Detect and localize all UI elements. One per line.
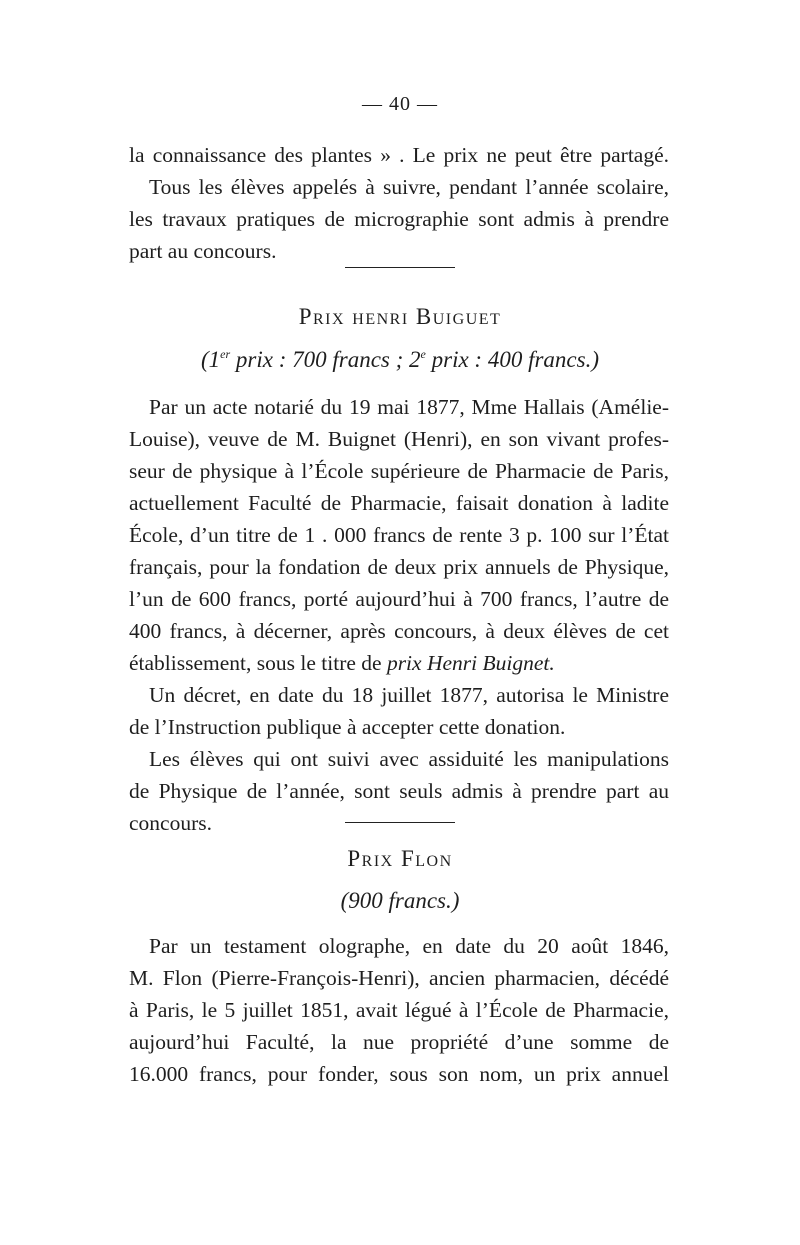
text-line: l’un de 600 francs, porté aujourd’hui à 700 francs, l’autre de bbox=[129, 587, 669, 611]
text-line: part au concours. bbox=[129, 239, 277, 263]
section-subheading-buignet bbox=[0, 347, 800, 373]
section-heading-flon: Prix Flon bbox=[347, 846, 453, 871]
section-heading-buignet: Prix henri Buiguet bbox=[298, 304, 502, 329]
buignet-paragraph bbox=[129, 391, 669, 839]
text-line bbox=[129, 647, 669, 679]
text-line: Les élèves qui ont suivi avec assiduité les manipulations bbox=[149, 747, 669, 771]
text-line: la connaissance des plantes » . Le prix ne peut être partagé. bbox=[129, 143, 669, 167]
section-divider bbox=[345, 267, 455, 268]
text-line: École, d’un titre de 1 . 000 francs de rente 3 p. 100 sur l’État bbox=[129, 523, 669, 547]
text-line: français, pour la fondation de deux prix annuels de Physique, bbox=[129, 555, 669, 579]
text-line: Louise), veuve de M. Buignet (Henri), en son vivant profes- bbox=[129, 427, 669, 451]
text-line: les travaux pratiques de micrographie sont admis à prendre bbox=[129, 207, 669, 231]
sub-part: prix : 700 francs ; 2 bbox=[230, 347, 421, 372]
text-line: M. Flon (Pierre-François-Henri), ancien pharmacien, décédé bbox=[129, 966, 669, 990]
sub-superscript: er bbox=[220, 347, 231, 361]
flon-paragraph bbox=[129, 930, 669, 1090]
text-line: concours. bbox=[129, 811, 212, 835]
text-span: établissement, sous le titre de bbox=[129, 651, 382, 675]
text-line: de l’Instruction publique à accepter cette donation. bbox=[129, 715, 566, 739]
sub-part: prix : 400 francs.) bbox=[425, 347, 599, 372]
section-subheading-flon: (900 francs.) bbox=[340, 888, 460, 913]
section-divider bbox=[345, 822, 455, 823]
text-line: 400 francs, à décerner, après concours, à deux élèves de cet bbox=[129, 619, 669, 643]
text-line: 16.000 francs, pour fonder, sous son nom, un prix annuel bbox=[129, 1062, 669, 1086]
text-line: à Paris, le 5 juillet 1851, avait légué à l’École de Pharmacie, bbox=[129, 998, 669, 1022]
sub-superscript: e bbox=[420, 347, 426, 361]
text-line: Par un testament olographe, en date du 20 août 1846, bbox=[149, 934, 669, 958]
text-line: aujourd’hui Faculté, la nue propriété d’une somme de bbox=[129, 1030, 669, 1054]
text-line: Un décret, en date du 18 juillet 1877, autorisa le Ministre bbox=[149, 683, 669, 707]
prize-title: prix Henri Buignet. bbox=[386, 651, 555, 675]
page-number: — 40 — bbox=[362, 93, 438, 115]
text-line: de Physique de l’année, sont seuls admis à prendre part au bbox=[129, 779, 669, 803]
intro-paragraph bbox=[129, 139, 669, 267]
text-line: actuellement Faculté de Pharmacie, faisait donation à ladite bbox=[129, 491, 669, 515]
sub-part: (1 bbox=[201, 347, 221, 372]
text-line: Tous les élèves appelés à suivre, pendant l’année scolaire, bbox=[149, 175, 669, 199]
text-line: seur de physique à l’École supérieure de Pharmacie de Paris, bbox=[129, 459, 669, 483]
text-line: Par un acte notarié du 19 mai 1877, Mme Hallais (Amélie- bbox=[149, 395, 669, 419]
